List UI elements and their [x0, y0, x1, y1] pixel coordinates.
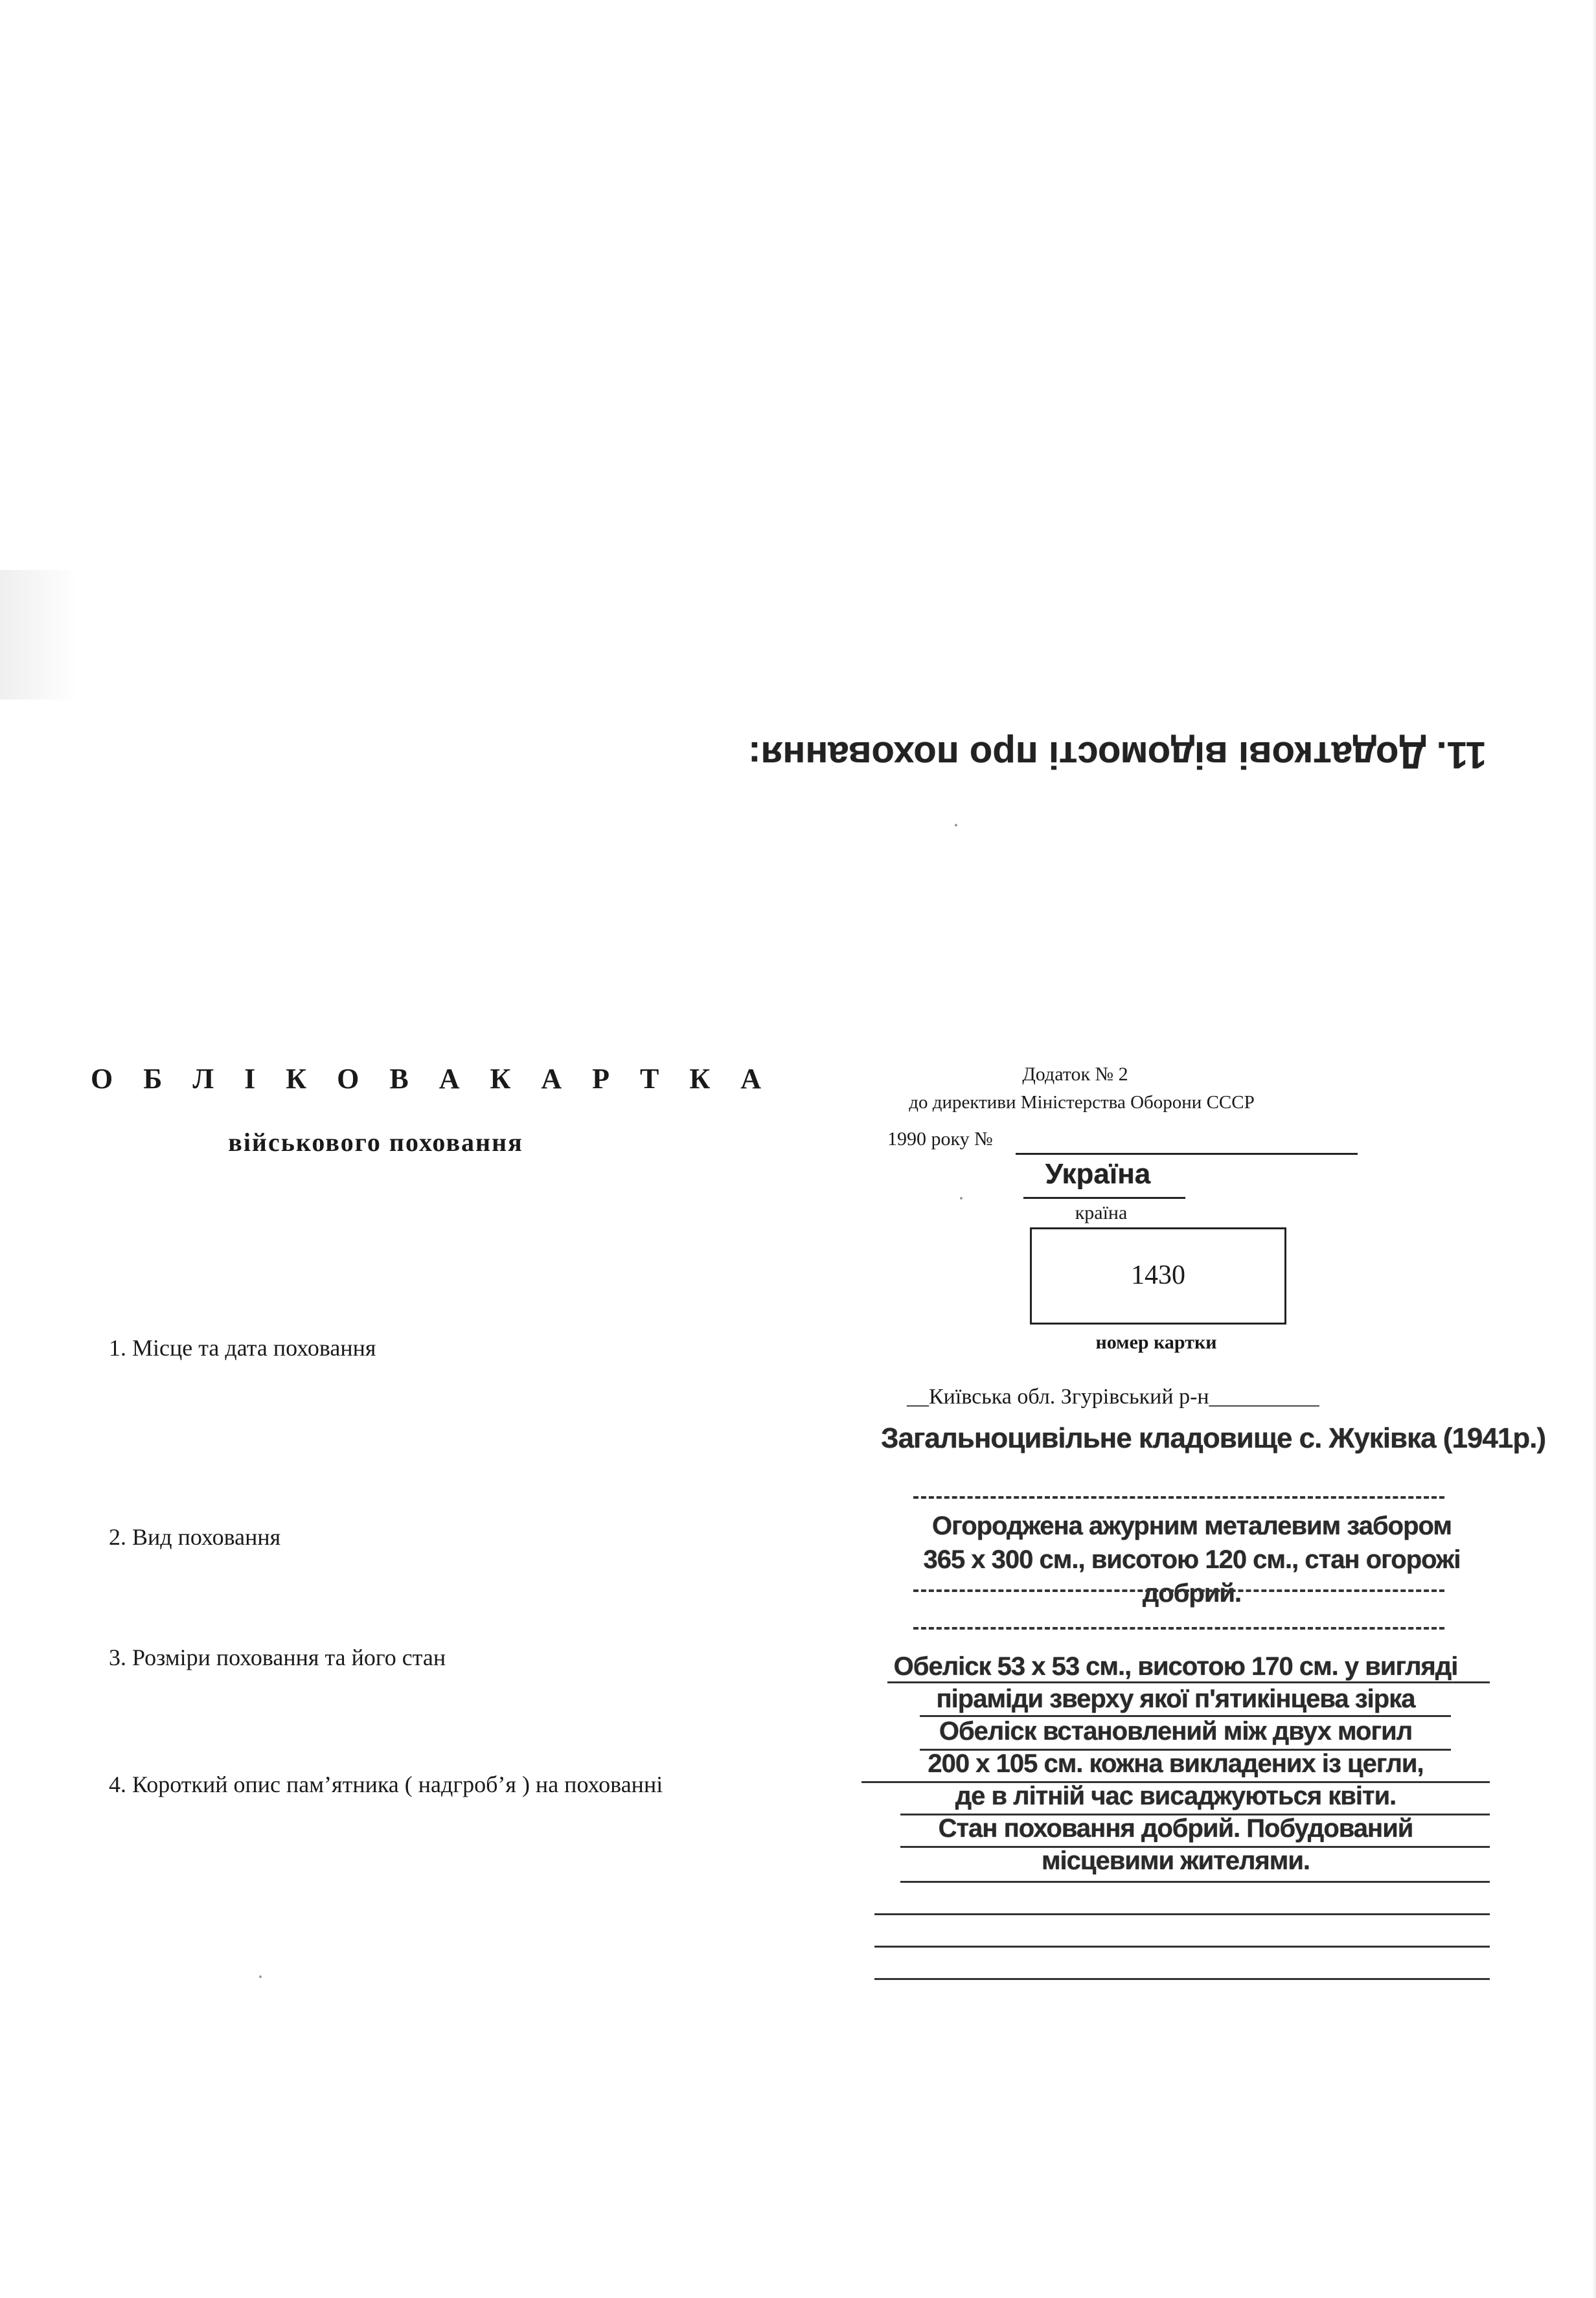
field-label-place-date: 1. Місце та дата поховання [109, 1335, 376, 1361]
ruled-line [900, 1846, 1490, 1848]
scan-speck [259, 1975, 262, 1978]
monument-line: місцевими жителями. [1041, 1847, 1310, 1875]
country-underline [1023, 1197, 1185, 1199]
ruled-line [920, 1715, 1451, 1717]
field-label-burial-kind: 2. Вид поховання [109, 1524, 281, 1550]
monument-line: 200 х 105 см. кожна викладених із цегли, [928, 1749, 1424, 1778]
card-title: О Б Л І К О В А К А Р Т К А [91, 1063, 773, 1095]
scan-edge [1592, 0, 1596, 2298]
monument-line: Обеліск 53 х 53 см., висотою 170 см. у вигляді [893, 1652, 1458, 1681]
ruled-line [900, 1881, 1490, 1883]
monument-description [868, 1650, 1483, 1877]
dashed-separator [913, 1589, 1444, 1592]
year-number-label: 1990 року № [887, 1128, 993, 1150]
ruled-line [920, 1749, 1451, 1751]
field-label-monument-description: 4. Короткий опис пам’ятника ( надгроб’я ) на похованні [109, 1771, 663, 1797]
country-value: Україна [1045, 1158, 1151, 1190]
scan-speck [960, 1197, 963, 1200]
fence-line: 365 х 300 см., висотою 120 см., стан огорожі [923, 1545, 1461, 1574]
upside-down-additional-info-heading: 11. Додаткові відомості про поховання: [748, 734, 1487, 776]
directive-reference: до директиви Міністерства Оборони СССР [909, 1092, 1255, 1113]
ruled-line [887, 1681, 1490, 1683]
dashed-separator [913, 1627, 1444, 1630]
card-subtitle: військового поховання [228, 1128, 523, 1157]
location-value: __Київська обл. Згурівський р-н__________ [907, 1385, 1319, 1409]
burial-place-value: Загальноцивільне кладовище с. Жуківка (1941р.) [881, 1422, 1546, 1454]
ruled-line [874, 1913, 1490, 1915]
ruled-line [874, 1946, 1490, 1948]
scan-shadow [0, 570, 78, 700]
ruled-line [874, 1978, 1490, 1980]
scan-speck [955, 824, 957, 826]
monument-line: Обеліск встановлений між двух могил [939, 1717, 1413, 1746]
country-label: країна [1075, 1202, 1128, 1223]
monument-line: піраміди зверху якої п'ятикінцева зірка [936, 1685, 1415, 1713]
dashed-separator [913, 1496, 1444, 1499]
fence-line: Огороджена ажурним металевим забором [931, 1512, 1452, 1540]
fence-description [900, 1509, 1483, 1610]
field-label-size-state: 3. Розміри поховання та його стан [109, 1644, 446, 1670]
appendix-number: Додаток № 2 [1022, 1064, 1128, 1085]
ruled-line [900, 1814, 1490, 1815]
ruled-line [861, 1781, 1490, 1783]
monument-line: де в літній час висаджуються квіти. [955, 1782, 1396, 1810]
monument-line: Стан поховання добрий. Побудований [938, 1814, 1413, 1843]
fence-line: добрий. [1142, 1579, 1242, 1608]
year-number-blank-line [1016, 1153, 1358, 1155]
card-number-value: 1430 [1131, 1260, 1185, 1290]
card-number-label: номер картки [1095, 1332, 1217, 1353]
